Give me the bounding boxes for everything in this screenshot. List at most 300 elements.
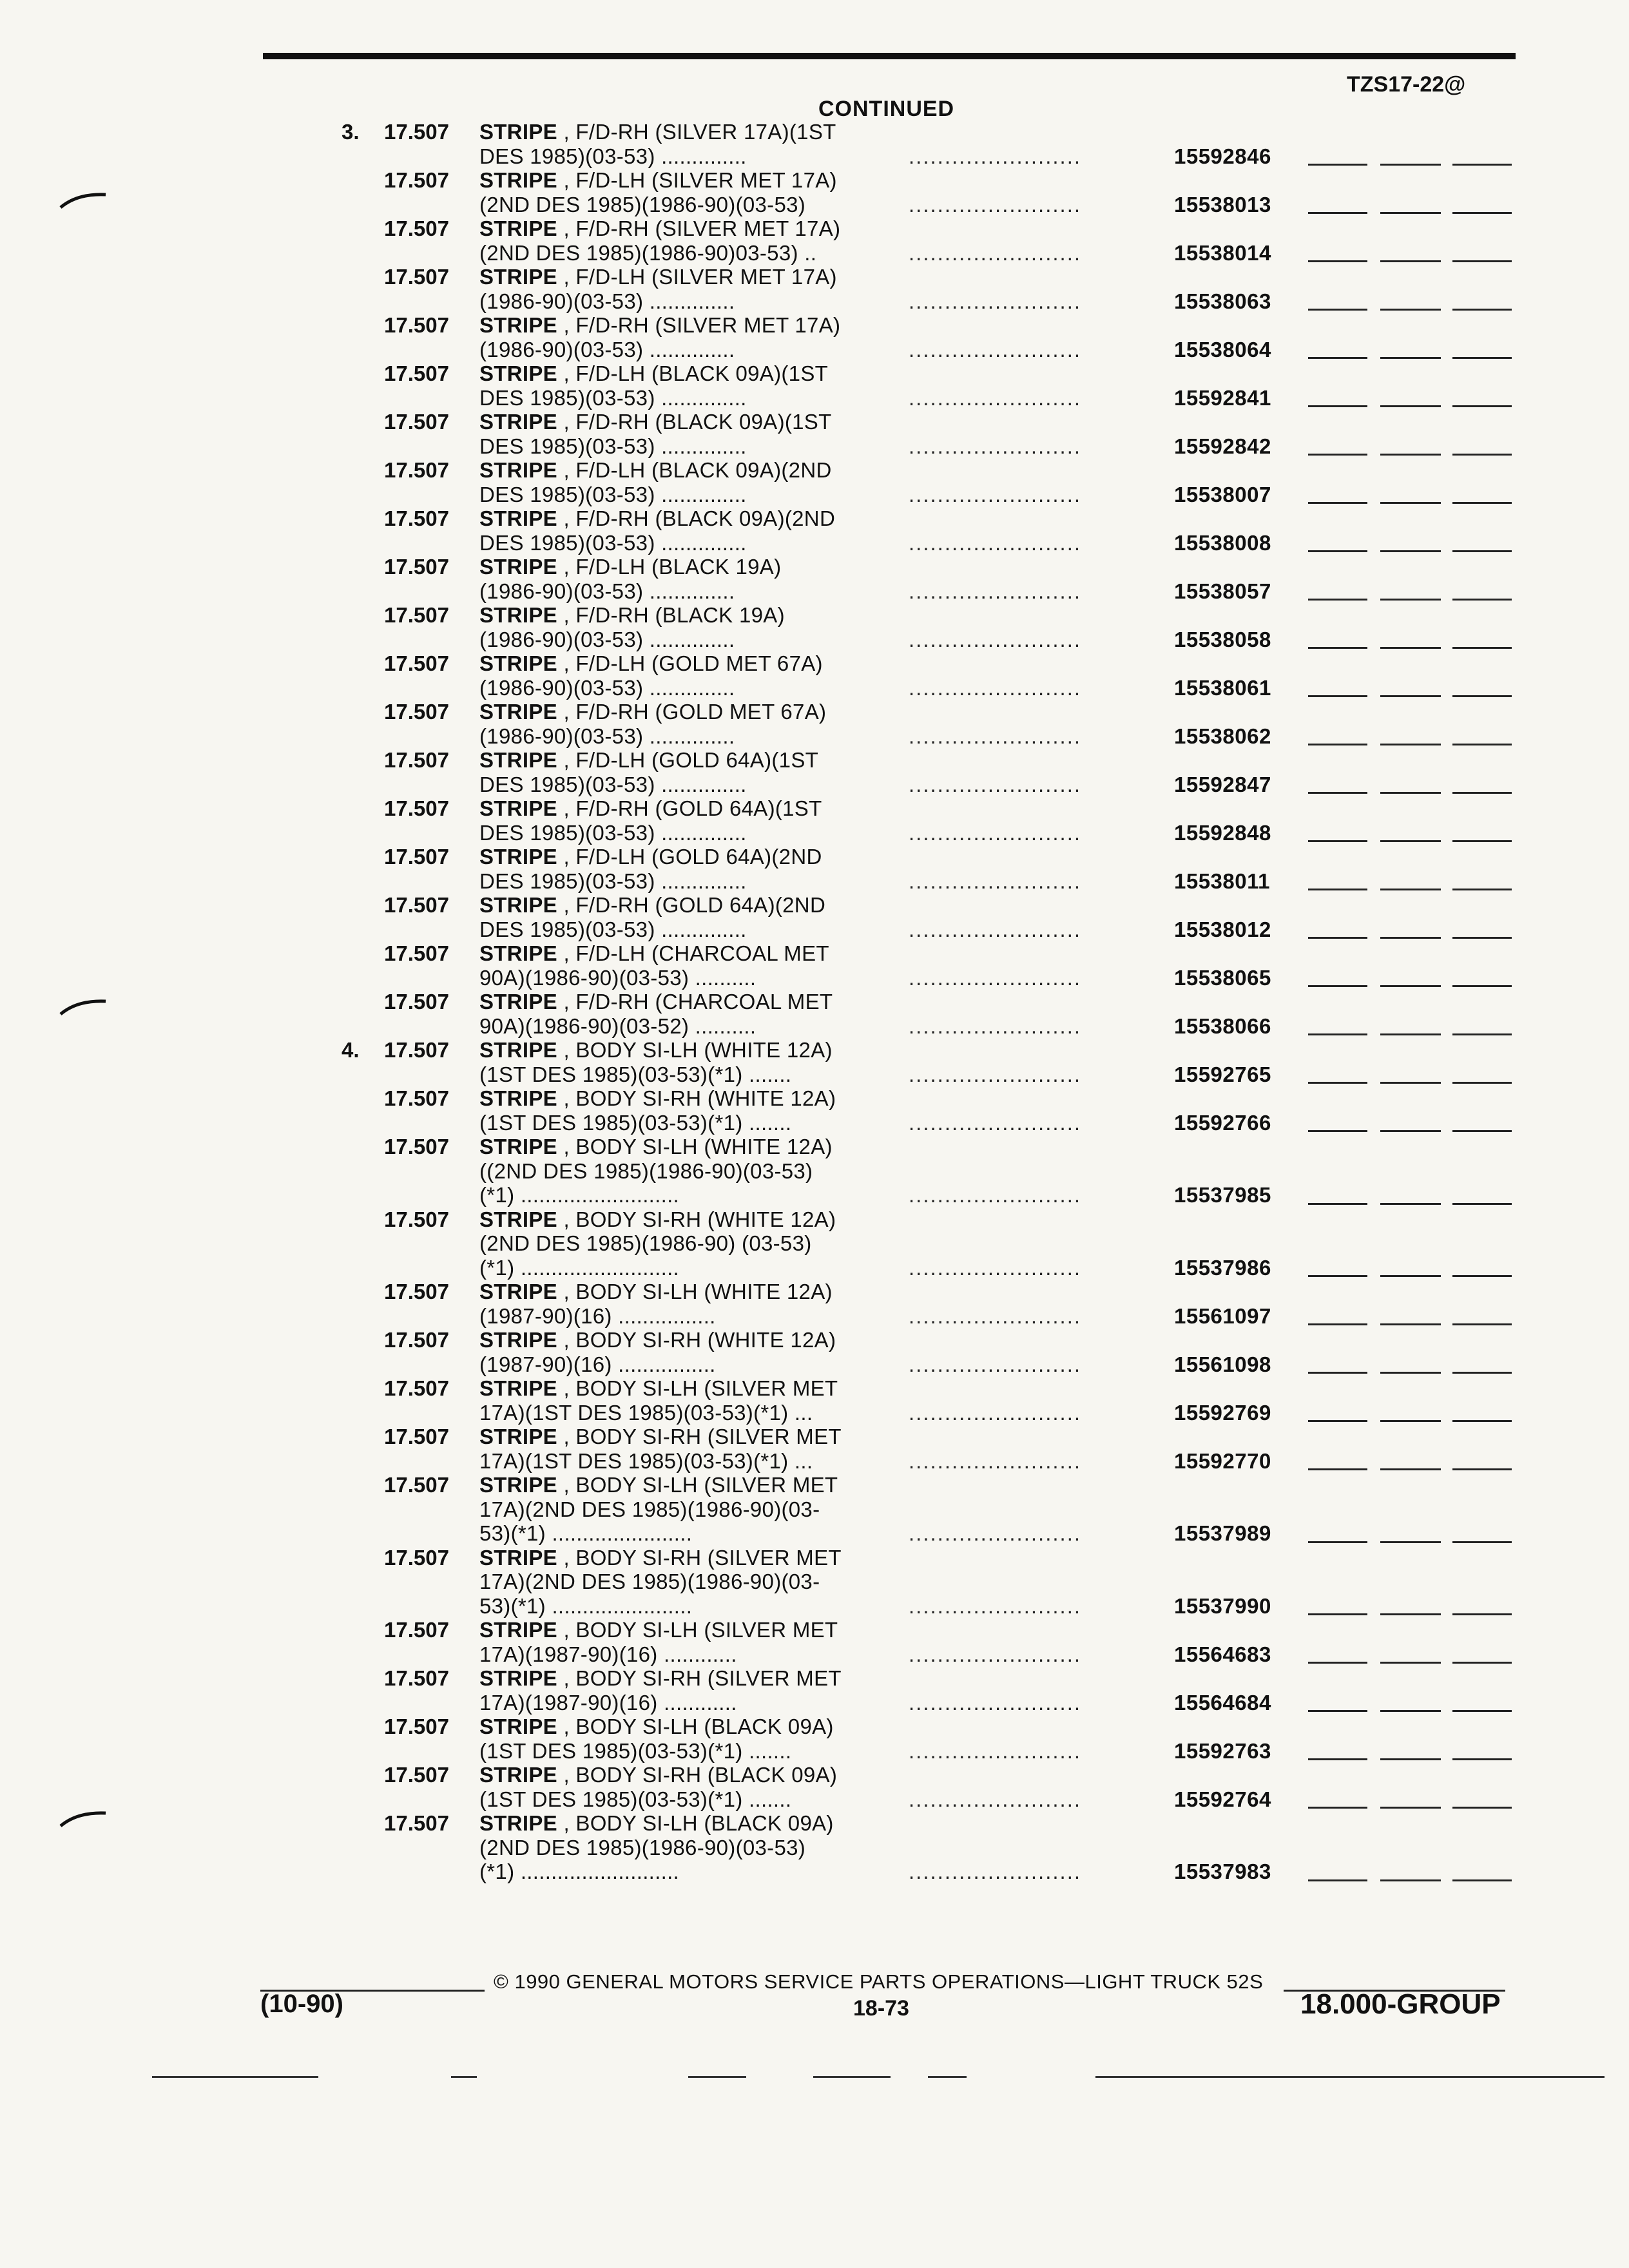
blank-field <box>1452 454 1512 456</box>
blank-field <box>1452 1879 1512 1881</box>
part-number: 15538057 <box>1174 579 1271 603</box>
item-description-text: , BODY SI-LH (WHITE 12A) <box>557 1135 833 1158</box>
item-description <box>479 651 866 676</box>
dot-leader: ........................ <box>909 1255 1082 1280</box>
entry-line <box>0 1666 1629 1691</box>
blank-field <box>1380 792 1441 794</box>
item-description <box>479 1038 866 1062</box>
entry-line <box>0 700 1629 724</box>
blank-field <box>1380 744 1441 745</box>
blank-field <box>1452 164 1512 166</box>
blank-field <box>1380 1082 1441 1084</box>
part-number: 15564683 <box>1174 1642 1271 1666</box>
part-number: 15592841 <box>1174 385 1271 410</box>
entry-line <box>0 1086 1629 1111</box>
entry-line <box>0 193 1629 217</box>
part-number: 15592848 <box>1174 820 1271 845</box>
item-code: 17.507 <box>384 361 449 385</box>
item-code: 17.507 <box>384 216 449 240</box>
part-entry <box>0 603 1629 651</box>
item-description-text: , F/D-LH (SILVER MET 17A) <box>557 265 837 289</box>
dot-leader: ........................ <box>909 1062 1082 1086</box>
entry-line <box>0 1642 1629 1667</box>
item-description-text: ((2ND DES 1985)(1986-90)(03-53) <box>479 1158 813 1183</box>
blank-field <box>1380 889 1441 890</box>
item-name: STRIPE <box>479 700 557 724</box>
item-description-text: (1ST DES 1985)(03-53)(*1) ....... <box>479 1787 792 1811</box>
entry-line <box>0 1231 1629 1256</box>
item-description-text: 53)(*1) ....................... <box>479 1521 693 1545</box>
scan-dash <box>152 2076 318 2078</box>
entry-line <box>0 1111 1629 1135</box>
item-description <box>479 1618 866 1642</box>
item-description-text: , BODY SI-RH (WHITE 12A) <box>557 1086 836 1110</box>
blank-field <box>1452 647 1512 649</box>
entry-line <box>0 144 1629 169</box>
blank-field <box>1452 744 1512 745</box>
item-name: STRIPE <box>479 1618 557 1642</box>
item-description-text: , F/D-LH (SILVER MET 17A) <box>557 168 837 192</box>
blank-field <box>1308 1879 1367 1881</box>
entry-line <box>0 724 1629 749</box>
blank-field <box>1308 599 1367 601</box>
blank-field <box>1452 1613 1512 1615</box>
dot-leader: ........................ <box>909 1183 1082 1207</box>
part-entry <box>0 216 1629 265</box>
entry-line <box>0 1497 1629 1522</box>
item-code: 17.507 <box>384 458 449 482</box>
part-number: 15537989 <box>1174 1521 1271 1545</box>
dot-leader: ........................ <box>909 1448 1082 1473</box>
blank-field <box>1380 1613 1441 1615</box>
item-description <box>479 1135 866 1159</box>
entry-line <box>0 966 1629 990</box>
item-name: STRIPE <box>479 361 557 385</box>
item-description <box>479 1280 866 1304</box>
part-entry <box>0 1376 1629 1425</box>
item-description <box>479 168 866 193</box>
dot-leader: ........................ <box>909 1642 1082 1666</box>
item-description <box>479 700 866 724</box>
entry-line <box>0 1715 1629 1739</box>
blank-field <box>1452 985 1512 987</box>
item-code: 17.507 <box>384 1376 449 1400</box>
entry-line <box>0 386 1629 410</box>
blank-field <box>1380 260 1441 262</box>
scan-dash <box>451 2076 477 2078</box>
figure-number: 3. <box>342 120 360 144</box>
entry-line <box>0 1038 1629 1062</box>
part-entry <box>0 555 1629 603</box>
dot-leader: ........................ <box>909 482 1082 506</box>
part-entry <box>0 1546 1629 1619</box>
dot-leader: ........................ <box>909 579 1082 603</box>
part-entry <box>0 990 1629 1038</box>
item-description <box>479 120 866 144</box>
blank-field <box>1308 502 1367 504</box>
item-name: STRIPE <box>479 506 557 530</box>
punch-hole-mark <box>58 997 110 1017</box>
dot-leader: ........................ <box>909 820 1082 845</box>
item-description <box>479 1473 866 1497</box>
item-name: STRIPE <box>479 1425 557 1448</box>
entry-line <box>0 241 1629 265</box>
entry-line <box>0 1256 1629 1280</box>
part-number: 15592765 <box>1174 1062 1271 1086</box>
item-description-text: , BODY SI-RH (SILVER MET <box>557 1545 842 1570</box>
blank-field <box>1308 1033 1367 1035</box>
part-number: 15537985 <box>1174 1183 1271 1207</box>
entry-line <box>0 1401 1629 1425</box>
item-description-text: DES 1985)(03-53) .............. <box>479 385 747 410</box>
item-code: 17.507 <box>384 796 449 820</box>
item-description <box>479 1546 866 1570</box>
item-description <box>479 458 866 483</box>
blank-field <box>1308 1541 1367 1543</box>
blank-field <box>1452 357 1512 359</box>
blank-field <box>1452 1130 1512 1132</box>
blank-field <box>1452 1033 1512 1035</box>
item-code: 17.507 <box>384 313 449 337</box>
item-name: STRIPE <box>479 893 557 917</box>
part-entry <box>0 893 1629 941</box>
entry-line <box>0 821 1629 845</box>
entry-line <box>0 1328 1629 1352</box>
blank-field <box>1308 1275 1367 1277</box>
item-description-text: , F/D-RH (BLACK 09A)(1ST <box>557 410 832 434</box>
part-number: 15538008 <box>1174 530 1271 555</box>
blank-field <box>1380 1033 1441 1035</box>
item-code: 17.507 <box>384 1618 449 1642</box>
item-name: STRIPE <box>479 458 557 482</box>
item-code: 17.507 <box>384 603 449 627</box>
entry-line <box>0 434 1629 459</box>
entry-line <box>0 1546 1629 1570</box>
part-entry <box>0 700 1629 748</box>
part-number: 15537986 <box>1174 1255 1271 1280</box>
item-name: STRIPE <box>479 1666 557 1690</box>
part-entry <box>0 265 1629 313</box>
blank-field <box>1452 937 1512 939</box>
item-description-text: (1986-90)(03-53) .............. <box>479 627 735 651</box>
parts-list <box>0 120 1629 1884</box>
scan-dash <box>688 2076 746 2078</box>
item-description <box>479 506 866 531</box>
dot-leader: ........................ <box>909 675 1082 700</box>
blank-field <box>1452 260 1512 262</box>
item-description <box>479 1376 866 1401</box>
item-description <box>479 1666 866 1691</box>
item-code: 17.507 <box>384 700 449 724</box>
part-entry <box>0 1763 1629 1811</box>
entry-line <box>0 265 1629 289</box>
item-name: STRIPE <box>479 1207 557 1231</box>
blank-field <box>1308 1710 1367 1712</box>
part-number: 15564684 <box>1174 1690 1271 1715</box>
entry-line <box>0 289 1629 314</box>
blank-field <box>1452 695 1512 697</box>
entry-line <box>0 1739 1629 1763</box>
item-description-text: (1986-90)(03-53) .............. <box>479 289 735 313</box>
blank-field <box>1452 889 1512 890</box>
blank-field <box>1308 405 1367 407</box>
blank-field <box>1452 1710 1512 1712</box>
part-number: 15538013 <box>1174 192 1271 216</box>
item-code: 17.507 <box>384 1207 449 1231</box>
item-description-text: (1ST DES 1985)(03-53)(*1) ....... <box>479 1062 792 1086</box>
item-name: STRIPE <box>479 216 557 240</box>
entry-line <box>0 869 1629 894</box>
punch-hole-mark <box>58 1809 110 1829</box>
blank-field <box>1380 695 1441 697</box>
item-description <box>479 1811 866 1836</box>
item-description-text: (2ND DES 1985)(1986-90)(03-53) <box>479 192 806 216</box>
blank-field <box>1452 1203 1512 1205</box>
part-number: 15592847 <box>1174 772 1271 796</box>
item-code: 17.507 <box>384 1473 449 1497</box>
part-number: 15537983 <box>1174 1860 1271 1883</box>
dot-leader: ........................ <box>909 1400 1082 1425</box>
entry-line <box>0 845 1629 869</box>
entry-line <box>0 603 1629 628</box>
item-name: STRIPE <box>479 555 557 579</box>
item-description <box>479 796 866 821</box>
blank-field <box>1452 1323 1512 1325</box>
blank-field <box>1380 405 1441 407</box>
item-description-text: (1986-90)(03-53) .............. <box>479 579 735 603</box>
part-number: 15561098 <box>1174 1352 1271 1376</box>
item-description-text: , F/D-RH (SILVER MET 17A) <box>557 313 841 337</box>
item-name: STRIPE <box>479 941 557 965</box>
blank-field <box>1308 357 1367 359</box>
entry-line <box>0 893 1629 918</box>
blank-field <box>1452 1372 1512 1374</box>
entry-line <box>0 990 1629 1014</box>
blank-field <box>1308 647 1367 649</box>
dot-leader: ........................ <box>909 530 1082 555</box>
entry-line <box>0 1135 1629 1159</box>
entry-line <box>0 773 1629 797</box>
entry-line <box>0 1811 1629 1836</box>
entry-line <box>0 410 1629 434</box>
item-description <box>479 748 866 773</box>
part-entry <box>0 1425 1629 1473</box>
item-description-text: , F/D-LH (CHARCOAL MET <box>557 941 829 965</box>
entry-line <box>0 1304 1629 1329</box>
item-name: STRIPE <box>479 313 557 337</box>
dot-leader: ........................ <box>909 337 1082 361</box>
item-description-text: , F/D-LH (GOLD 64A)(1ST <box>557 748 819 772</box>
entry-line <box>0 1594 1629 1619</box>
item-name: STRIPE <box>479 1135 557 1158</box>
entry-line <box>0 1763 1629 1787</box>
item-description <box>479 1763 866 1787</box>
item-description-text: 53)(*1) ....................... <box>479 1593 693 1618</box>
blank-field <box>1308 164 1367 166</box>
part-entry <box>0 1086 1629 1135</box>
part-entry <box>0 1328 1629 1376</box>
blank-field <box>1380 1420 1441 1422</box>
blank-field <box>1380 1541 1441 1543</box>
item-description-text: (2ND DES 1985)(1986-90)03-53) .. <box>479 240 817 265</box>
entry-line <box>0 676 1629 700</box>
blank-field <box>1308 985 1367 987</box>
dot-leader: ........................ <box>909 772 1082 796</box>
item-description-text: , BODY SI-RH (WHITE 12A) <box>557 1328 836 1352</box>
dot-leader: ........................ <box>909 385 1082 410</box>
entry-line <box>0 748 1629 773</box>
dot-leader: ........................ <box>909 627 1082 651</box>
item-description <box>479 410 866 434</box>
part-entry <box>0 1811 1629 1884</box>
item-description-text: (1986-90)(03-53) .............. <box>479 675 735 700</box>
entry-line <box>0 1183 1629 1207</box>
item-description <box>479 216 866 241</box>
item-description <box>479 1425 866 1449</box>
blank-field <box>1308 1372 1367 1374</box>
blank-field <box>1308 1130 1367 1132</box>
item-description-text: DES 1985)(03-53) .............. <box>479 917 747 941</box>
item-description-text: (1ST DES 1985)(03-53)(*1) ....... <box>479 1738 792 1763</box>
part-entry <box>0 941 1629 990</box>
item-description-text: , F/D-LH (GOLD 64A)(2ND <box>557 845 822 869</box>
blank-field <box>1452 1758 1512 1760</box>
entry-line <box>0 458 1629 483</box>
dot-leader: ........................ <box>909 917 1082 941</box>
entry-line <box>0 168 1629 193</box>
item-name: STRIPE <box>479 1086 557 1110</box>
item-description-text: , BODY SI-LH (BLACK 09A) <box>557 1811 834 1835</box>
item-name: STRIPE <box>479 1811 557 1835</box>
item-description-text: , BODY SI-LH (WHITE 12A) <box>557 1038 833 1062</box>
blank-field <box>1380 840 1441 842</box>
item-description-text: 17A)(1ST DES 1985)(03-53)(*1) ... <box>479 1400 813 1425</box>
item-description-text: , BODY SI-RH (SILVER MET <box>557 1425 842 1448</box>
item-code: 17.507 <box>384 506 449 530</box>
blank-field <box>1380 985 1441 987</box>
blank-field <box>1380 1323 1441 1325</box>
item-code: 17.507 <box>384 1135 449 1158</box>
item-description-text: 17A)(1ST DES 1985)(03-53)(*1) ... <box>479 1448 813 1473</box>
item-description-text: , F/D-LH (BLACK 19A) <box>557 555 782 579</box>
blank-field <box>1308 889 1367 890</box>
part-entry <box>0 748 1629 796</box>
figure-number: 4. <box>342 1038 360 1062</box>
blank-field <box>1380 937 1441 939</box>
part-number: 15561097 <box>1174 1303 1271 1328</box>
item-description-text: (1987-90)(16) ................ <box>479 1303 716 1328</box>
entry-line <box>0 1570 1629 1594</box>
entry-line <box>0 796 1629 821</box>
entry-line <box>0 1207 1629 1232</box>
blank-field <box>1452 1082 1512 1084</box>
part-number: 15538062 <box>1174 724 1271 748</box>
item-description-text: , BODY SI-RH (WHITE 12A) <box>557 1207 836 1231</box>
item-description-text: , F/D-RH (CHARCOAL MET <box>557 990 833 1014</box>
item-description-text: , F/D-RH (BLACK 19A) <box>557 603 785 627</box>
item-name: STRIPE <box>479 168 557 192</box>
document-code: TZS17-22@ <box>1347 72 1466 97</box>
blank-field <box>1452 1420 1512 1422</box>
item-code: 17.507 <box>384 1715 449 1738</box>
dot-leader: ........................ <box>909 1860 1082 1883</box>
item-code: 17.507 <box>384 410 449 434</box>
top-rule <box>263 53 1516 59</box>
entry-line <box>0 1860 1629 1884</box>
part-entry <box>0 410 1629 458</box>
item-description <box>479 1086 866 1111</box>
entry-line <box>0 338 1629 362</box>
item-name: STRIPE <box>479 1763 557 1787</box>
blank-field <box>1308 937 1367 939</box>
item-description <box>479 990 866 1014</box>
item-description-text: DES 1985)(03-53) .............. <box>479 869 747 893</box>
blank-field <box>1452 212 1512 214</box>
part-number: 15592842 <box>1174 434 1271 458</box>
part-entry <box>0 1038 1629 1086</box>
part-entry <box>0 506 1629 555</box>
blank-field <box>1308 1323 1367 1325</box>
item-description-text: (*1) .......................... <box>479 1860 680 1883</box>
item-description-text: DES 1985)(03-53) .............. <box>479 772 747 796</box>
item-description-text: 17A)(2ND DES 1985)(1986-90)(03- <box>479 1497 820 1521</box>
blank-field <box>1452 599 1512 601</box>
item-description-text: , BODY SI-LH (BLACK 09A) <box>557 1715 834 1738</box>
dot-leader: ........................ <box>909 1521 1082 1545</box>
part-entry <box>0 1135 1629 1207</box>
blank-field <box>1308 1662 1367 1664</box>
item-code: 17.507 <box>384 1038 449 1062</box>
part-number: 15592770 <box>1174 1448 1271 1473</box>
entry-line <box>0 1473 1629 1497</box>
item-description-text: (1ST DES 1985)(03-53)(*1) ....... <box>479 1110 792 1135</box>
item-description-text: 17A)(1987-90)(16) ............ <box>479 1690 737 1715</box>
item-description-text: , BODY SI-RH (SILVER MET <box>557 1666 842 1690</box>
item-description <box>479 1328 866 1352</box>
item-description <box>479 893 866 918</box>
item-name: STRIPE <box>479 1038 557 1062</box>
entry-line <box>0 1280 1629 1304</box>
blank-field <box>1308 550 1367 552</box>
item-code: 17.507 <box>384 1763 449 1787</box>
part-number: 15592763 <box>1174 1738 1271 1763</box>
blank-field <box>1380 550 1441 552</box>
blank-field <box>1452 1275 1512 1277</box>
entry-line <box>0 1836 1629 1860</box>
entry-line <box>0 918 1629 942</box>
dot-leader: ........................ <box>909 965 1082 990</box>
blank-field <box>1308 1758 1367 1760</box>
item-name: STRIPE <box>479 651 557 675</box>
part-number: 15538063 <box>1174 289 1271 313</box>
item-code: 17.507 <box>384 1280 449 1303</box>
item-description <box>479 361 866 386</box>
blank-field <box>1452 1662 1512 1664</box>
entry-line <box>0 1449 1629 1474</box>
blank-field <box>1380 1203 1441 1205</box>
blank-field <box>1380 647 1441 649</box>
part-number: 15538064 <box>1174 337 1271 361</box>
dot-leader: ........................ <box>909 1787 1082 1811</box>
dot-leader: ........................ <box>909 434 1082 458</box>
blank-field <box>1308 1468 1367 1470</box>
item-description-text: , BODY SI-LH (SILVER MET <box>557 1376 838 1400</box>
blank-field <box>1380 164 1441 166</box>
part-number: 15538011 <box>1174 869 1271 893</box>
group-label: 18.000-GROUP <box>1300 1988 1501 2020</box>
item-name: STRIPE <box>479 990 557 1014</box>
entry-line <box>0 1376 1629 1401</box>
